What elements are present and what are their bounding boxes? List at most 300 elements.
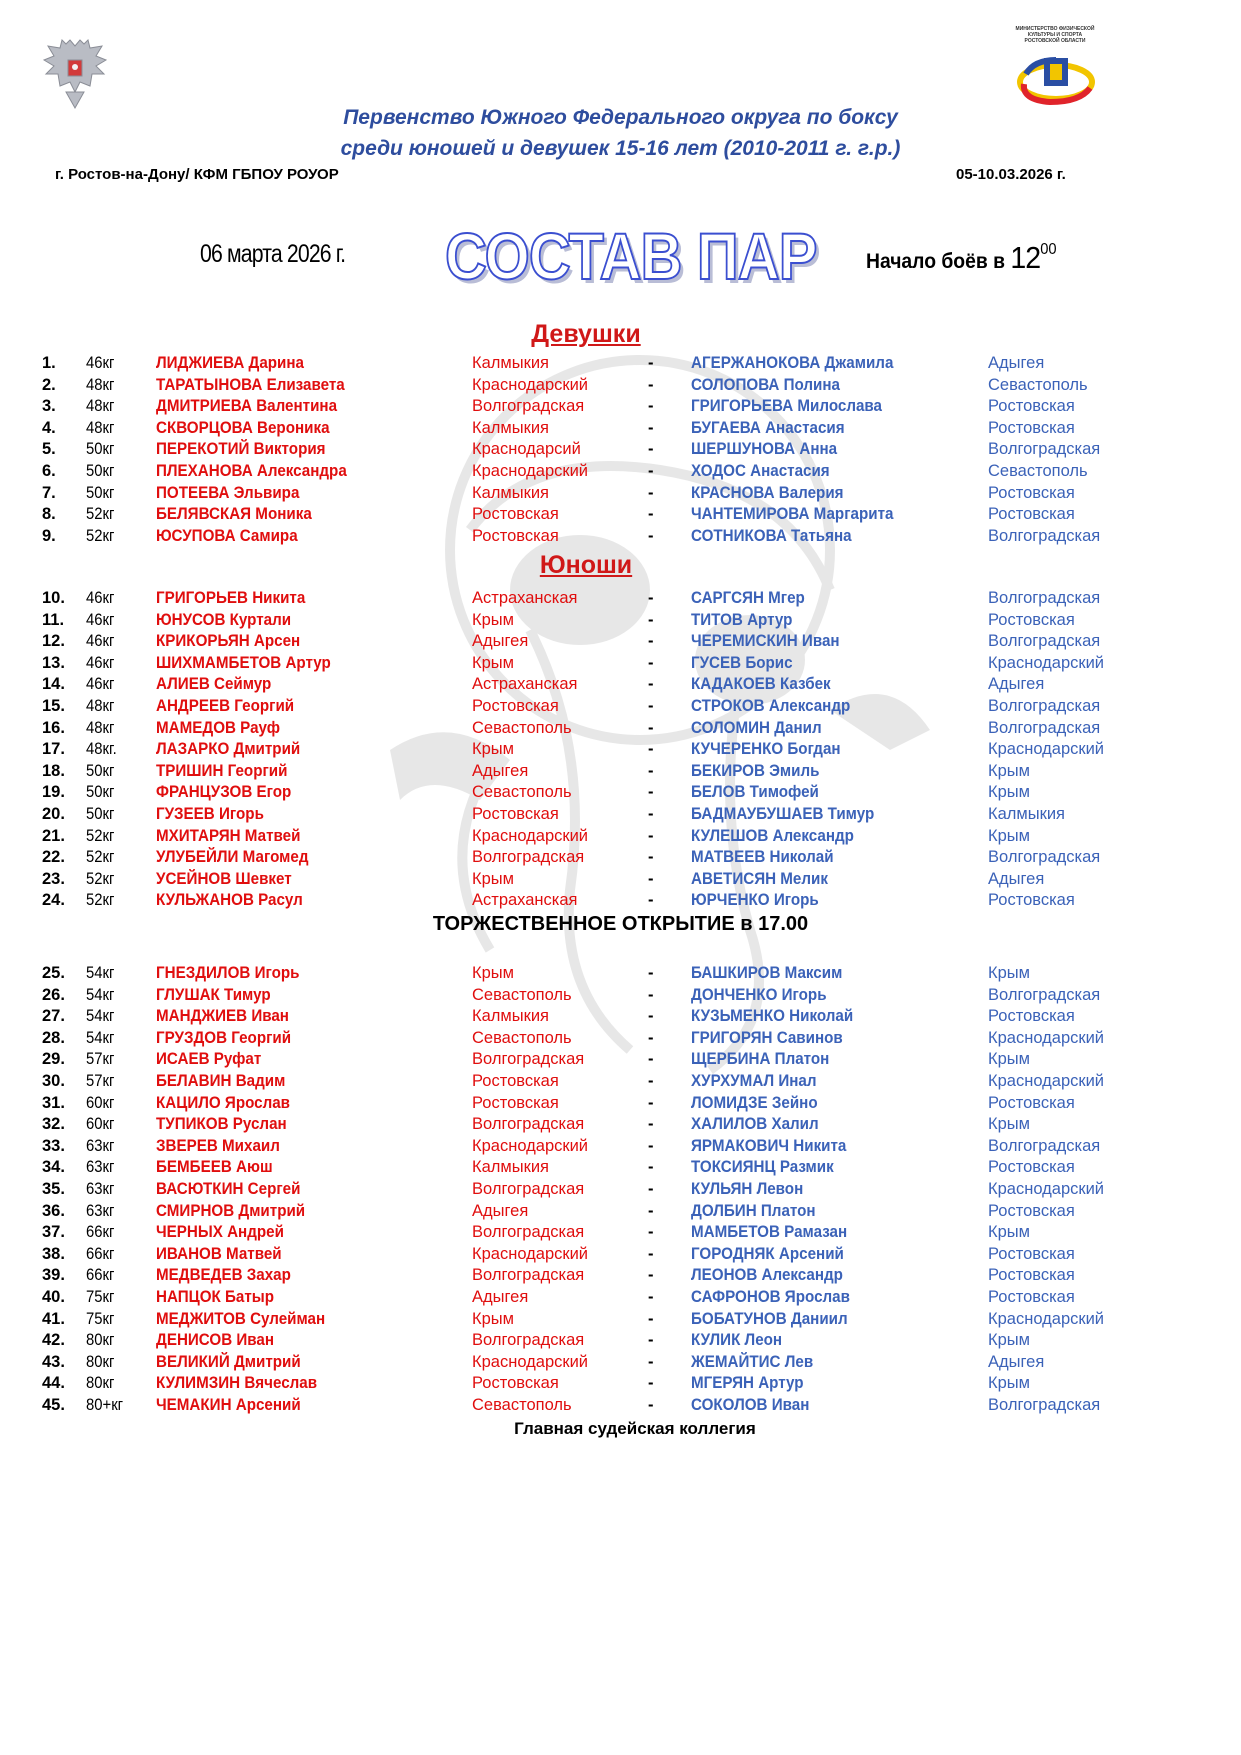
bout-number: 12.: [42, 632, 65, 651]
blue-corner-boxer: ЯРМАКОВИЧ Никита: [691, 1136, 847, 1155]
bout-number: 11.: [42, 610, 65, 629]
red-corner-region: Астраханская: [472, 589, 578, 607]
blue-corner-region: Крым: [988, 1115, 1030, 1134]
blue-corner-boxer: КАДАКОЕВ Казбек: [691, 675, 831, 694]
bout-row: [0, 1005, 1241, 1027]
versus-dash: -: [648, 1396, 654, 1414]
weight-class: 52кг: [86, 826, 115, 845]
blue-corner-region: Ростовская: [988, 483, 1075, 502]
red-corner-region: Волгоградская: [472, 1050, 585, 1069]
red-corner-boxer: ШИХМАМБЕТОВ Артур: [156, 653, 331, 672]
pairs-heading: СОСТАВ ПАР: [445, 219, 817, 293]
blue-corner-region: Ростовская: [988, 1288, 1075, 1306]
weight-class: 54кг: [86, 964, 115, 982]
bout-number: 5.: [42, 440, 56, 459]
blue-corner-boxer: БЕЛОВ Тимофей: [691, 783, 819, 802]
start-time-hour: 12: [1010, 240, 1041, 275]
red-corner-region: Волгоградская: [472, 1223, 585, 1242]
blue-corner-region: Адыгея: [988, 1352, 1045, 1371]
bout-row: [0, 868, 1241, 890]
versus-dash: -: [648, 440, 654, 459]
venue-location: г. Ростов-на-Дону/ КФМ ГБПОУ РОУОР: [55, 166, 339, 183]
red-corner-region: Ростовская: [472, 1093, 559, 1112]
bout-number: 38.: [42, 1244, 65, 1263]
red-corner-boxer: ЮСУПОВА Самира: [156, 526, 298, 545]
blue-corner-region: Волгоградская: [988, 440, 1101, 459]
weight-class: 60кг: [86, 1093, 115, 1112]
versus-dash: -: [648, 418, 654, 437]
red-corner-boxer: ТУПИКОВ Руслан: [156, 1115, 287, 1134]
bout-row: [0, 781, 1241, 803]
blue-corner-region: Крым: [988, 1374, 1030, 1393]
versus-dash: -: [648, 653, 654, 672]
red-corner-region: Астраханская: [472, 891, 578, 910]
red-corner-region: Крым: [472, 740, 514, 759]
red-corner-region: Крым: [472, 1309, 514, 1328]
red-corner-boxer: БЕЛАВИН Вадим: [156, 1072, 286, 1090]
bout-row: [0, 374, 1241, 396]
red-corner-boxer: КАЦИЛО Ярослав: [156, 1093, 291, 1112]
blue-corner-region: Краснодарский: [988, 1028, 1105, 1047]
versus-dash: -: [648, 848, 654, 867]
bout-number: 3.: [42, 397, 56, 416]
red-corner-region: Астраханская: [472, 675, 578, 694]
bout-row: [0, 1200, 1241, 1222]
red-corner-region: Волгоградская: [472, 1115, 585, 1134]
versus-dash: -: [648, 826, 654, 845]
bout-number: 14.: [42, 675, 65, 694]
bout-number: 45.: [42, 1396, 65, 1414]
start-time: [866, 240, 1057, 276]
versus-dash: -: [648, 1223, 654, 1242]
weight-class: 46кг: [86, 354, 115, 372]
red-corner-boxer: ГРУЗДОВ Георгий: [156, 1028, 292, 1047]
versus-dash: -: [648, 1374, 654, 1393]
red-corner-boxer: СКВОРЦОВА Вероника: [156, 418, 330, 437]
weight-class: 52кг: [86, 526, 115, 545]
red-corner-boxer: ГРИГОРЬЕВ Никита: [156, 589, 306, 607]
red-corner-boxer: МАМЕДОВ Рауф: [156, 718, 281, 737]
weight-class: 52кг: [86, 869, 115, 888]
blue-corner-region: Адыгея: [988, 354, 1045, 372]
blue-corner-region: Калмыкия: [988, 805, 1065, 823]
weight-class: 63кг: [86, 1136, 115, 1155]
red-corner-boxer: МХИТАРЯН Матвей: [156, 826, 301, 845]
bout-row: [0, 1092, 1241, 1114]
blue-corner-region: Краснодарский: [988, 740, 1105, 759]
red-corner-boxer: УСЕЙНОВ Шевкет: [156, 869, 292, 888]
weight-class: 80кг: [86, 1374, 115, 1393]
red-corner-boxer: ЗВЕРЕВ Михаил: [156, 1136, 280, 1155]
red-corner-boxer: УЛУБЕЙЛИ Магомед: [156, 848, 309, 867]
red-corner-boxer: МЕДВЕДЕВ Захар: [156, 1266, 291, 1285]
bout-number: 27.: [42, 1007, 65, 1026]
weight-class: 50кг: [86, 805, 115, 823]
judges-signature: Главная судейская коллегия: [514, 1419, 756, 1438]
weight-class: 54кг: [86, 985, 115, 1004]
bout-number: 28.: [42, 1028, 65, 1047]
bout-number: 2.: [42, 375, 56, 394]
blue-corner-region: Адыгея: [988, 869, 1045, 888]
ministry-logo-text: МИНИСТЕРСТВО ФИЗИЧЕСКОЙ КУЛЬТУРЫ И СПОРТА РОСТОВСКОЙ ОБЛАСТИ: [1015, 26, 1095, 44]
weight-class: 75кг: [86, 1309, 115, 1328]
blue-corner-boxer: ЛЕОНОВ Александр: [691, 1266, 843, 1285]
red-corner-region: Калмыкия: [472, 354, 549, 372]
bout-row: [0, 1048, 1241, 1070]
versus-dash: -: [648, 1093, 654, 1112]
weight-class: 63кг: [86, 1201, 115, 1220]
versus-dash: -: [648, 1244, 654, 1263]
bout-number: 8.: [42, 505, 56, 524]
red-corner-region: Краснодарский: [472, 1244, 589, 1263]
weight-class: 48кг: [86, 375, 115, 394]
blue-corner-region: Ростовская: [988, 891, 1075, 910]
red-corner-region: Севастополь: [472, 718, 572, 737]
blue-corner-boxer: ДОНЧЕНКО Игорь: [691, 985, 827, 1004]
versus-dash: -: [648, 1288, 654, 1306]
weight-class: 57кг: [86, 1050, 115, 1069]
red-corner-region: Волгоградская: [472, 397, 585, 416]
versus-dash: -: [648, 718, 654, 737]
blue-corner-boxer: СОЛОМИН Данил: [691, 718, 822, 737]
red-corner-boxer: ЧЕМАКИН Арсений: [156, 1396, 301, 1414]
red-corner-region: Ростовская: [472, 805, 559, 823]
bout-number: 24.: [42, 891, 65, 910]
red-corner-boxer: АНДРЕЕВ Георгий: [156, 697, 295, 715]
versus-dash: -: [648, 1331, 654, 1350]
versus-dash: -: [648, 1201, 654, 1220]
weight-class: 50кг: [86, 783, 115, 802]
bout-number: 18.: [42, 761, 65, 780]
weight-class: 46кг: [86, 675, 115, 694]
blue-corner-region: Волгоградская: [988, 718, 1101, 737]
bout-row: [0, 1372, 1241, 1394]
bout-number: 33.: [42, 1136, 65, 1155]
blue-corner-boxer: БАДМАУБУШАЕВ Тимур: [691, 805, 875, 823]
blue-corner-region: Ростовская: [988, 1244, 1075, 1263]
red-corner-region: Адыгея: [472, 632, 529, 651]
blue-corner-region: Волгоградская: [988, 632, 1101, 651]
bout-number: 23.: [42, 869, 65, 888]
versus-dash: -: [648, 740, 654, 759]
red-corner-region: Краснодарский: [472, 462, 589, 480]
weight-class: 50кг: [86, 462, 115, 480]
bout-number: 21.: [42, 826, 65, 845]
red-corner-region: Ростовская: [472, 526, 559, 545]
red-corner-boxer: ПЕРЕКОТИЙ Виктория: [156, 440, 326, 459]
red-corner-region: Севастополь: [472, 1396, 572, 1414]
bout-row: [0, 482, 1241, 504]
red-corner-boxer: ВАСЮТКИН Сергей: [156, 1180, 301, 1198]
versus-dash: -: [648, 869, 654, 888]
red-corner-region: Волгоградская: [472, 1331, 585, 1350]
red-corner-region: Ростовская: [472, 505, 559, 524]
double-headed-eagle-emblem-icon: [40, 36, 110, 112]
red-corner-boxer: ЛИДЖИЕВА Дарина: [156, 354, 304, 372]
red-corner-region: Крым: [472, 610, 514, 629]
blue-corner-region: Адыгея: [988, 675, 1045, 694]
bout-row: [0, 630, 1241, 652]
red-corner-boxer: ЧЕРНЫХ Андрей: [156, 1223, 284, 1242]
red-corner-boxer: БЕЛЯВСКАЯ Моника: [156, 505, 312, 524]
red-corner-region: Калмыкия: [472, 418, 549, 437]
blue-corner-boxer: ХОДОС Анастасия: [691, 462, 830, 480]
red-corner-boxer: ВЕЛИКИЙ Дмитрий: [156, 1352, 301, 1371]
blue-corner-boxer: КУЛИК Леон: [691, 1331, 783, 1350]
bout-row: [0, 1221, 1241, 1243]
bout-number: 41.: [42, 1309, 65, 1328]
blue-corner-region: Волгоградская: [988, 1396, 1101, 1414]
weight-class: 48кг.: [86, 740, 117, 759]
weight-class: 50кг: [86, 483, 115, 502]
bout-number: 7.: [42, 483, 56, 502]
bout-row: [0, 395, 1241, 417]
bout-number: 6.: [42, 462, 56, 480]
weight-class: 54кг: [86, 1028, 115, 1047]
blue-corner-region: Ростовская: [988, 1093, 1075, 1112]
versus-dash: -: [648, 1007, 654, 1026]
blue-corner-region: Краснодарский: [988, 653, 1105, 672]
red-corner-region: Крым: [472, 964, 514, 982]
blue-corner-region: Волгоградская: [988, 1136, 1101, 1155]
bout-number: 36.: [42, 1201, 65, 1220]
blue-corner-boxer: ГРИГОРЬЕВА Милослава: [691, 397, 883, 416]
red-corner-region: Севастополь: [472, 985, 572, 1004]
championship-title-line1: Первенство Южного Федерального округа по боксу: [343, 106, 898, 129]
bout-row: [0, 587, 1241, 609]
blue-corner-region: Волгоградская: [988, 526, 1101, 545]
blue-corner-region: Ростовская: [988, 1266, 1075, 1285]
blue-corner-region: Крым: [988, 761, 1030, 780]
blue-corner-boxer: МАМБЕТОВ Рамазан: [691, 1223, 848, 1242]
versus-dash: -: [648, 1028, 654, 1047]
red-corner-region: Калмыкия: [472, 1158, 549, 1177]
versus-dash: -: [648, 1115, 654, 1134]
bout-number: 34.: [42, 1158, 65, 1177]
bout-number: 4.: [42, 418, 56, 437]
versus-dash: -: [648, 1309, 654, 1328]
bout-row: [0, 1308, 1241, 1330]
blue-corner-boxer: БАШКИРОВ Максим: [691, 964, 843, 982]
red-corner-region: Ростовская: [472, 1072, 559, 1090]
red-corner-boxer: ТАРАТЫНОВА Елизавета: [156, 375, 345, 394]
red-corner-boxer: ДЕНИСОВ Иван: [156, 1331, 275, 1350]
blue-corner-region: Волгоградская: [988, 985, 1101, 1004]
bout-row: [0, 609, 1241, 631]
red-corner-boxer: ЮНУСОВ Куртали: [156, 610, 292, 629]
blue-corner-region: Крым: [988, 964, 1030, 982]
blue-corner-region: Ростовская: [988, 610, 1075, 629]
weight-class: 48кг: [86, 397, 115, 416]
section-boys-heading: Юноши: [539, 551, 633, 579]
bout-number: 13.: [42, 653, 65, 672]
weight-class: 52кг: [86, 505, 115, 524]
red-corner-boxer: АЛИЕВ Сеймур: [156, 675, 272, 694]
bout-number: 43.: [42, 1352, 65, 1371]
red-corner-boxer: КРИКОРЬЯН Арсен: [156, 632, 301, 651]
versus-dash: -: [648, 505, 654, 524]
bout-row: [0, 1351, 1241, 1373]
versus-dash: -: [648, 805, 654, 823]
red-corner-region: Волгоградская: [472, 1266, 585, 1285]
versus-dash: -: [648, 354, 654, 372]
bout-number: 1.: [42, 354, 56, 372]
versus-dash: -: [648, 483, 654, 502]
bout-number: 26.: [42, 985, 65, 1004]
blue-corner-boxer: АВЕТИСЯН Мелик: [691, 869, 828, 888]
weight-class: 48кг: [86, 418, 115, 437]
weight-class: 66кг: [86, 1223, 115, 1242]
versus-dash: -: [648, 964, 654, 982]
bout-row: [0, 1113, 1241, 1135]
versus-dash: -: [648, 891, 654, 910]
blue-corner-boxer: МГЕРЯН Артур: [691, 1374, 804, 1393]
bout-row: [0, 525, 1241, 547]
bout-row: [0, 825, 1241, 847]
blue-corner-boxer: КУЗЬМЕНКО Николай: [691, 1007, 854, 1026]
red-corner-region: Волгоградская: [472, 848, 585, 867]
red-corner-boxer: ЛАЗАРКО Дмитрий: [156, 740, 301, 759]
red-corner-boxer: МАНДЖИЕВ Иван: [156, 1007, 289, 1026]
bout-number: 42.: [42, 1331, 65, 1350]
bout-row: [0, 673, 1241, 695]
versus-dash: -: [648, 1266, 654, 1285]
red-corner-region: Крым: [472, 869, 514, 888]
bout-number: 35.: [42, 1180, 65, 1198]
bout-row: [0, 1178, 1241, 1200]
ministry-emblem-rings-icon: [1010, 44, 1100, 106]
bout-row: [0, 803, 1241, 825]
bout-number: 32.: [42, 1115, 65, 1134]
blue-corner-boxer: ХУРХУМАЛ Инал: [691, 1072, 817, 1090]
red-corner-boxer: ПЛЕХАНОВА Александра: [156, 462, 347, 480]
weight-class: 80кг: [86, 1331, 115, 1350]
blue-corner-boxer: ТИТОВ Артур: [691, 610, 793, 629]
bout-number: 19.: [42, 783, 65, 802]
blue-corner-boxer: ТОКСИЯНЦ Размик: [691, 1158, 834, 1177]
bout-number: 44.: [42, 1374, 65, 1393]
bout-number: 20.: [42, 805, 65, 823]
blue-corner-region: Ростовская: [988, 1201, 1075, 1220]
blue-corner-boxer: ЧЕРЕМИСКИН Иван: [691, 632, 840, 651]
blue-corner-boxer: БОБАТУНОВ Даниил: [691, 1309, 848, 1328]
blue-corner-region: Краснодарский: [988, 1072, 1105, 1090]
blue-corner-region: Крым: [988, 1050, 1030, 1069]
bout-row: [0, 503, 1241, 525]
section-girls-heading: Девушки: [531, 320, 641, 348]
bout-number: 25.: [42, 964, 65, 982]
bout-number: 31.: [42, 1093, 65, 1112]
bout-row: [0, 460, 1241, 482]
blue-corner-boxer: ДОЛБИН Платон: [691, 1201, 816, 1220]
blue-corner-boxer: КУЧЕРЕНКО Богдан: [691, 740, 841, 759]
bout-number: 17.: [42, 740, 65, 759]
bout-number: 39.: [42, 1266, 65, 1285]
bout-row: [0, 889, 1241, 911]
bout-number: 30.: [42, 1072, 65, 1090]
championship-title-line2: среди юношей и девушек 15-16 лет (2010-2011 г. г.р.): [340, 137, 901, 160]
red-corner-boxer: ИСАЕВ Руфат: [156, 1050, 262, 1069]
red-corner-boxer: ГУЗЕЕВ Игорь: [156, 805, 264, 823]
blue-corner-region: Ростовская: [988, 397, 1075, 416]
bout-number: 15.: [42, 697, 65, 715]
blue-corner-boxer: ЖЕМАЙТИС Лев: [691, 1352, 814, 1371]
ministry-logo-icon: [1010, 26, 1100, 106]
red-corner-region: Ростовская: [472, 697, 559, 715]
bout-row: [0, 760, 1241, 782]
blue-corner-boxer: КУЛЬЯН Левон: [691, 1180, 804, 1198]
start-time-label: Начало боёв в: [866, 250, 1005, 273]
blue-corner-boxer: ГРИГОРЯН Савинов: [691, 1028, 843, 1047]
blue-corner-boxer: ШЕРШУНОВА Анна: [691, 440, 838, 459]
weight-class: 66кг: [86, 1266, 115, 1285]
blue-corner-boxer: САФРОНОВ Ярослав: [691, 1288, 850, 1306]
blue-corner-boxer: СТРОКОВ Александр: [691, 697, 851, 715]
red-corner-region: Крым: [472, 653, 514, 672]
red-corner-region: Краснодарсий: [472, 440, 581, 459]
blue-corner-region: Крым: [988, 783, 1030, 802]
blue-corner-boxer: ХАЛИЛОВ Халил: [691, 1115, 819, 1134]
blue-corner-region: Ростовская: [988, 505, 1075, 524]
red-corner-boxer: ГЛУШАК Тимур: [156, 985, 271, 1004]
weight-class: 46кг: [86, 653, 115, 672]
red-corner-boxer: СМИРНОВ Дмитрий: [156, 1201, 306, 1220]
weight-class: 46кг: [86, 632, 115, 651]
bout-row: [0, 1243, 1241, 1265]
versus-dash: -: [648, 1180, 654, 1198]
bout-row: [0, 1394, 1241, 1416]
bout-row: [0, 846, 1241, 868]
red-corner-boxer: ФРАНЦУЗОВ Егор: [156, 783, 292, 802]
bout-row: [0, 1264, 1241, 1286]
red-corner-region: Краснодарский: [472, 826, 589, 845]
blue-corner-region: Ростовская: [988, 1007, 1075, 1026]
weight-class: 63кг: [86, 1180, 115, 1198]
versus-dash: -: [648, 375, 654, 394]
blue-corner-boxer: ЛОМИДЗЕ Зейно: [691, 1093, 818, 1112]
red-corner-boxer: НАПЦОК Батыр: [156, 1288, 275, 1306]
weight-class: 54кг: [86, 1007, 115, 1026]
red-corner-boxer: ИВАНОВ Матвей: [156, 1244, 282, 1263]
blue-corner-boxer: АГЕРЖАНОКОВА Джамила: [691, 354, 894, 372]
bout-row: [0, 352, 1241, 374]
bout-row: [0, 1156, 1241, 1178]
opening-ceremony-note: ТОРЖЕСТВЕННОЕ ОТКРЫТИЕ в 17.00: [432, 913, 809, 935]
bout-row: [0, 1070, 1241, 1092]
blue-corner-region: Волгоградская: [988, 848, 1101, 867]
blue-corner-boxer: МАТВЕЕВ Николай: [691, 848, 834, 867]
bout-row: [0, 417, 1241, 439]
red-corner-region: Севастополь: [472, 783, 572, 802]
red-corner-boxer: ПОТЕЕВА Эльвира: [156, 483, 300, 502]
versus-dash: -: [648, 985, 654, 1004]
versus-dash: -: [648, 1072, 654, 1090]
blue-corner-boxer: ГУСЕВ Борис: [691, 653, 793, 672]
weight-class: 60кг: [86, 1115, 115, 1134]
bout-row: [0, 438, 1241, 460]
blue-corner-boxer: СОКОЛОВ Иван: [691, 1396, 810, 1414]
weight-class: 80+кг: [86, 1396, 124, 1414]
blue-corner-boxer: ЧАНТЕМИРОВА Маргарита: [691, 505, 894, 524]
start-time-minutes: 00: [1040, 241, 1057, 258]
weight-class: 66кг: [86, 1244, 115, 1263]
weight-class: 75кг: [86, 1288, 115, 1306]
blue-corner-region: Ростовская: [988, 1158, 1075, 1177]
weight-class: 57кг: [86, 1072, 115, 1090]
red-corner-boxer: БЕМБЕЕВ Аюш: [156, 1158, 273, 1177]
blue-corner-boxer: БЕКИРОВ Эмиль: [691, 761, 820, 780]
bout-row: [0, 962, 1241, 984]
